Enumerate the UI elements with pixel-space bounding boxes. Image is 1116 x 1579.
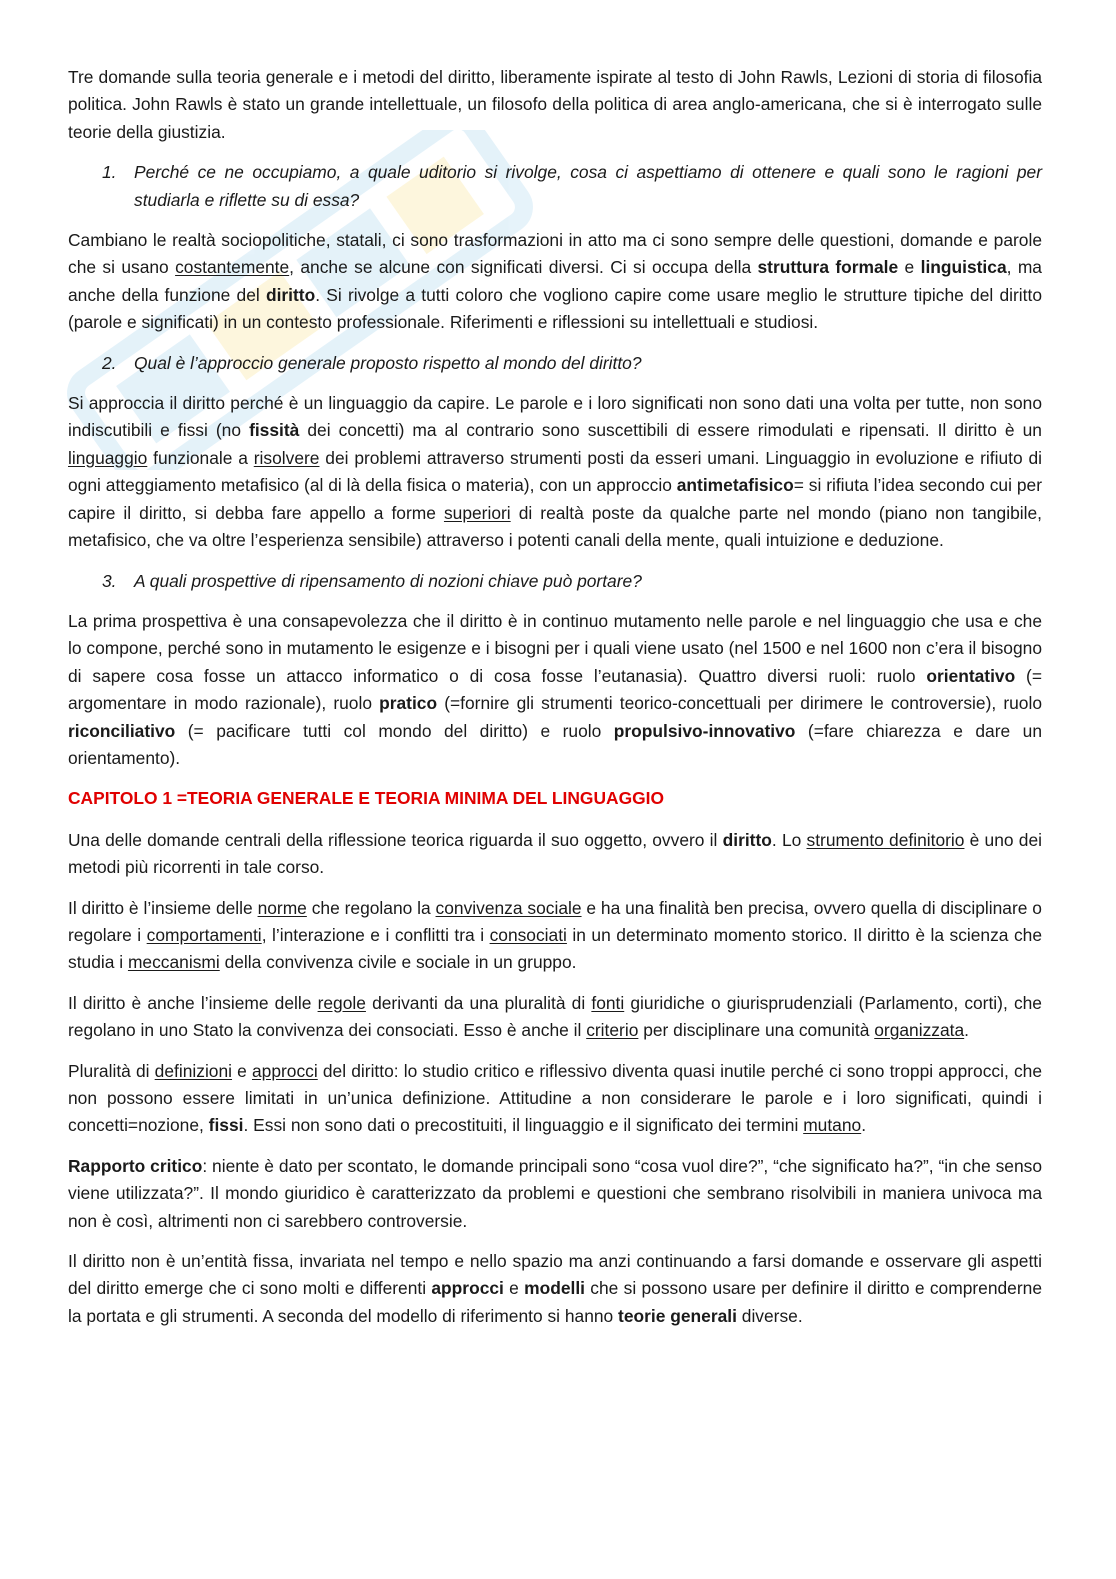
underlined-term: comportamenti — [146, 924, 262, 945]
text-run: , anche se alcune con significati diversi. Ci si occupa della — [289, 257, 758, 278]
text-run: che regolano la — [306, 897, 436, 918]
bold-term: modelli — [524, 1278, 586, 1299]
text-run: che si possono usare per definire il diritto e comprenderne la portata e gli strumenti. A seconda del modello di riferimento si hanno — [68, 1278, 1042, 1326]
text-run: e — [232, 1060, 252, 1081]
underlined-term: risolvere — [253, 447, 320, 468]
text-run: . — [861, 1115, 867, 1136]
text-run: funzionale a — [147, 447, 254, 468]
question-number: 2. — [102, 352, 117, 373]
text-run: Una delle domande centrali della riflessione teorica riguarda il suo oggetto, ovvero il — [68, 829, 723, 850]
underlined-term: convivenza sociale — [435, 897, 582, 918]
paragraph-6 — [68, 1248, 1042, 1330]
text-run: in un determinato momento storico. Il diritto è la scienza che studia i — [68, 924, 1042, 973]
underlined-term: norme — [257, 897, 307, 918]
question-text: Perché ce ne occupiamo, a quale uditorio si rivolge, cosa ci aspettiamo di ottenere e quali sono le ragioni per studiarla e riflette su di essa? — [134, 162, 1042, 210]
underlined-term: regole — [317, 992, 366, 1013]
underlined-term: fonti — [591, 992, 625, 1013]
underlined-term: criterio — [586, 1020, 639, 1041]
text-run: (=fare chiarezza e dare un orientamento). — [68, 720, 1042, 768]
text-run: , l’interazione e i conflitti tra i — [261, 924, 490, 945]
bold-term: linguistica — [920, 257, 1007, 278]
bold-term: diritto — [265, 284, 316, 305]
underlined-term: approcci — [252, 1060, 318, 1081]
underlined-term: organizzata — [874, 1020, 965, 1041]
bold-term: orientativo — [926, 665, 1016, 686]
text-run: = si rifiuta l’idea secondo cui per capire il diritto, si debba fare appello a forme — [68, 475, 1042, 523]
bold-term: propulsivo-innovativo — [613, 720, 796, 741]
text-run: della convivenza civile e sociale in un gruppo. — [219, 952, 577, 973]
paragraph-2 — [68, 895, 1042, 977]
text-run: Cambiano le realtà sociopolitiche, statali, ci sono trasformazioni in atto ma ci sono sempre delle questioni, domande e parole che si usano — [68, 230, 1042, 278]
question-text: A quali prospettive di ripensamento di nozioni chiave può portare? — [134, 570, 642, 591]
answer-3-paragraph — [68, 608, 1042, 772]
question-number: 1. — [102, 162, 117, 183]
bold-term: fissi — [208, 1115, 244, 1136]
underlined-term: costantemente — [175, 257, 290, 278]
question-text: Qual è l’approccio generale proposto rispetto al mondo del diritto? — [134, 352, 642, 373]
text-run: dei concetti) ma al contrario sono suscettibili di essere rimodulati e ripensati. Il diritto è un — [299, 420, 1042, 441]
underlined-term: consociati — [489, 924, 567, 945]
text-run: Si approccia il diritto perché è un linguaggio da capire. Le parole e i loro significati non sono dati una volta per tutte, non sono indiscutibili e fissi (no — [68, 393, 1042, 441]
paragraph-3 — [68, 990, 1042, 1045]
paragraph-5 — [68, 1153, 1042, 1235]
text-run: . Lo — [771, 829, 807, 850]
document-body — [68, 64, 1042, 1343]
text-run: per disciplinare una comunità — [638, 1020, 875, 1041]
text-run: diverse. — [736, 1305, 803, 1326]
text-run: è uno dei metodi più ricorrenti in tale corso. — [68, 829, 1042, 878]
text-run: e — [898, 257, 921, 278]
text-run: Il diritto non è un’entità fissa, invariata nel tempo e nello spazio ma anzi continuando a farsi domande e osservare gli aspetti del diritto emerge che ci sono molti e differenti — [68, 1251, 1042, 1299]
underlined-term: mutano — [803, 1115, 862, 1136]
underlined-term: superiori — [443, 502, 511, 523]
bold-term: riconciliativo — [68, 720, 176, 741]
text-run: Il diritto è anche l’insieme delle — [68, 992, 318, 1013]
underlined-term: definizioni — [154, 1060, 233, 1081]
text-run: e ha una finalità ben precisa, ovvero quella di disciplinare o regolare i — [68, 897, 1042, 945]
question-1 — [68, 159, 1042, 214]
chapter-heading: CAPITOLO 1 =TEORIA GENERALE E TEORIA MINIMA DEL LINGUAGGIO — [68, 788, 664, 809]
text-run: Il diritto è l’insieme delle — [68, 897, 258, 918]
text-run: giuridiche o giurisprudenziali (Parlamento, corti), che regolano in uno Stato la convivenza dei consociati. Esso è anche il — [68, 992, 1042, 1041]
text-run: (= pacificare tutti col mondo del diritto) e ruolo — [175, 720, 614, 741]
bold-term: approcci — [431, 1278, 504, 1299]
paragraph-1 — [68, 827, 1042, 882]
answer-1-paragraph — [68, 227, 1042, 337]
text-run: dei problemi attraverso strumenti posti da esseri umani. Linguaggio in evoluzione e rifiuto di ogni atteggiamento metafisico (al di là della fisica o materia), con un approccio — [68, 447, 1042, 496]
text-run: . — [964, 1020, 970, 1041]
bold-term: pratico — [379, 693, 438, 714]
intro-paragraph — [68, 64, 1042, 146]
question-3 — [68, 568, 1042, 595]
text-run: derivanti da una pluralità di — [365, 992, 592, 1013]
text-run: (= argomentare in modo razionale), ruolo — [68, 665, 1042, 714]
underlined-term: linguaggio — [68, 447, 148, 468]
bold-term: teorie generali — [618, 1305, 737, 1326]
question-number: 3. — [102, 570, 117, 591]
intro-text: Tre domande sulla teoria generale e i metodi del diritto, liberamente ispirate al testo di John Rawls, Lezioni di storia di filosofia politica. John Rawls è stato un grande intellettuale, un filosofo della politica di area anglo-americana, che si è interrogato sulle teorie della giustizia. — [68, 67, 1042, 142]
question-2 — [68, 350, 1042, 377]
text-run: , ma anche della funzione del — [68, 257, 1042, 305]
paragraph-4 — [68, 1058, 1042, 1140]
text-run: del diritto: lo studio critico e riflessivo diventa quasi inutile perché ci sono troppi approcci, che non possono essere limitati in un’unica definizione. Attitudine a non considerare le parole e i loro significati, quindi i concetti=nozione, — [68, 1060, 1043, 1136]
underlined-term: strumento definitorio — [806, 829, 965, 850]
text-run: . Si rivolge a tutti coloro che vogliono capire come usare meglio le strutture tipiche del diritto (parole e significati) in un contesto professionale. Riferimenti e riflessioni su intellettuali e studiosi. — [68, 284, 1043, 333]
bold-term: struttura formale — [757, 257, 899, 278]
text-run: : niente è dato per scontato, le domande principali sono “cosa vuol dire?”, “che significato ha?”, “in che senso viene utilizzata?”. Il mondo giuridico è caratterizzato da problemi e questioni che sembrano risolvibili in maniera univoca ma non è così, altrimenti non ci sarebbero controversie. — [68, 1155, 1042, 1231]
bold-term: antimetafisico — [676, 475, 794, 496]
bold-term: fissità — [249, 420, 300, 441]
text-run: . Essi non sono dati o precostituiti, il linguaggio e il significato dei termini — [243, 1115, 804, 1136]
bold-term: diritto — [722, 829, 772, 850]
text-run: (=fornire gli strumenti teorico-concettuali per dirimere le controversie), ruolo — [437, 693, 1042, 714]
answer-2-paragraph — [68, 390, 1042, 554]
text-run: e — [503, 1278, 525, 1299]
bold-term: Rapporto critico — [68, 1155, 203, 1176]
underlined-term: meccanismi — [127, 952, 220, 973]
text-run: La prima prospettiva è una consapevolezza che il diritto è in continuo mutamento nelle parole e nel linguaggio che usa e che lo compone, perché sono in mutamento le esigenze e i bisogni per i quali viene usato (nel 1500 e nel 1600 non c’era il bisogno di sapere cosa fosse un attacco informatico o di cosa fosse l’eutanasia). Quattro diversi ruoli: ruolo — [68, 610, 1042, 686]
text-run: di realtà poste da qualche parte nel mondo (piano non tangibile, metafisico, che va oltre l’esperienza sensibile) attraverso i potenti canali della mente, quali intuizione e deduzione. — [68, 502, 1042, 551]
text-run: Pluralità di — [68, 1060, 155, 1081]
